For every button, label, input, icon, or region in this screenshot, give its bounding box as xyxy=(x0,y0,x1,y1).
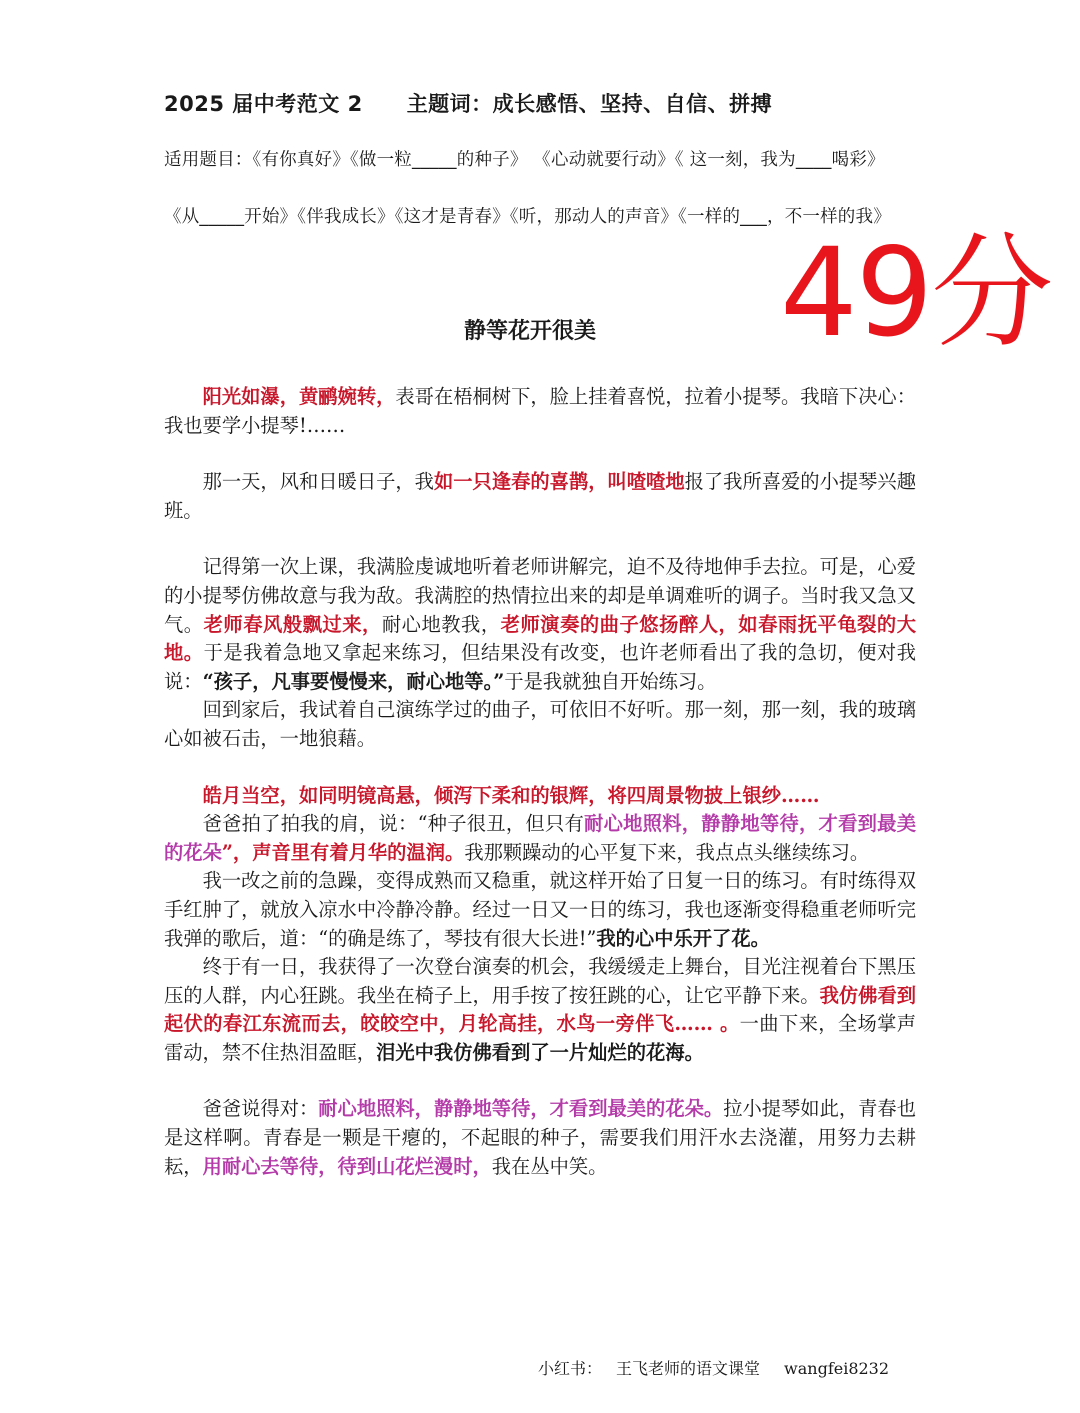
bold-phrase: 泪光中我仿佛看到了一片灿烂的花海。 xyxy=(376,1040,704,1064)
text-run: 爸爸说得对： xyxy=(202,1097,319,1121)
essay-paragraph-6 xyxy=(164,810,916,867)
essay-title: 静等花开很美 xyxy=(464,319,597,344)
essay-paragraph-8 xyxy=(164,953,916,1067)
text-run: 报了我所喜爱的小提琴兴趣班。 xyxy=(164,470,916,522)
heading-keywords: 主题词：成长感悟、坚持、自信、拼搏 xyxy=(406,92,773,116)
highlight-phrase: 我仿佛看到起伏的春江东流而去，皎皎空中，月轮高挂，水鸟一旁伴飞…… 。 xyxy=(164,983,917,1036)
essay-paragraph-5 xyxy=(164,782,916,811)
text-run: 耐心地教我， xyxy=(381,612,501,636)
applicable-topics-line-2: 《从_____开始》《伴我成长》《这才是青春》《听，那动人的声音》《一样的___，不一样的我》 xyxy=(164,207,891,227)
key-quote: 耐心地照料，静静地等待，才看到最美的花朵 xyxy=(164,812,916,864)
text-run: 爸爸拍了拍我的肩，说：“种子很丑，但只有 xyxy=(202,812,585,836)
highlight-phrase: 如一只逢春的喜鹊，叫喳喳地 xyxy=(433,470,685,494)
text-run: 于是我就独自开始练习。 xyxy=(504,669,717,693)
essay-paragraph-1 xyxy=(164,383,916,440)
highlight-phrase: 老师春风般飘过来， xyxy=(203,612,382,636)
text-run: 表哥在梧桐树下，脸上挂着喜悦，拉着小提琴。我暗下决心：我也要学小提琴!…… xyxy=(164,385,916,437)
text-run: 我那颗躁动的心平复下来，我点点头继续练习。 xyxy=(464,840,870,864)
applicable-topics-line-1: 适用题目：《有你真好》《做一粒_____的种子》 《心动就要行动》《 这一刻，我为____喝彩》 xyxy=(164,150,885,170)
text-run: 于是我着急地又拿起来练习，但结果没有改变，也许老师看出了我的急切，便对我说： xyxy=(164,641,916,693)
bold-phrase: “孩子，凡事要慢慢来，耐心地等。” xyxy=(202,669,505,693)
text-run: 回到家后，我试着自己演练学过的曲子，可依旧不好听。那一刻，那一刻，我的玻璃心如被石击，一地狼藉。 xyxy=(164,698,916,750)
footer-account: 王飞老师的语文课堂 xyxy=(616,1359,761,1378)
highlight-phrase: 皓月当空，如同明镜高悬，倾泻下柔和的银辉，将四周景物披上银纱…… xyxy=(202,783,820,807)
essay-body xyxy=(164,383,916,1181)
text-run: 我在丛中笑。 xyxy=(491,1154,608,1178)
text-run: 拉小提琴如此，青春也是这样啊。青春是一颗是干瘪的，不起眼的种子，需要我们用汗水去浇灌，用努力去耕耘， xyxy=(164,1097,916,1178)
footer-platform: 小红书： xyxy=(538,1359,603,1378)
text-run: 记得第一次上课，我满脸虔诚地听着老师讲解完，迫不及待地伸手去拉。可是，心爱的小提琴仿佛故意与我为敌。我满腔的热情拉出来的却是单调难听的调子。当时我又急又气。 xyxy=(164,555,916,636)
key-quote: 耐心地照料，静静地等待，才看到最美的花朵。 xyxy=(318,1097,724,1121)
key-quote: 用耐心去等待，待到山花烂漫时， xyxy=(202,1154,492,1178)
text-run: 那一天，风和日暖日子，我 xyxy=(202,470,434,494)
score-mark: 49分 xyxy=(780,222,1052,364)
text-run: 一曲下来，全场掌声雷动，禁不住热泪盈眶， xyxy=(164,1012,917,1064)
essay-paragraph-2 xyxy=(164,468,916,525)
document-heading xyxy=(164,88,772,118)
heading-label: 2025 届中考范文 2 xyxy=(164,92,363,116)
highlight-phrase: 声音里有着月华的温润。 xyxy=(252,840,465,864)
text-run: ”， xyxy=(221,840,253,864)
essay-paragraph-3 xyxy=(164,553,916,696)
essay-paragraph-9 xyxy=(164,1095,916,1181)
bold-phrase: 我的心中乐开了花。 xyxy=(596,926,770,950)
text-run: 终于有一日，我获得了一次登台演奏的机会，我缓缓走上舞台，目光注视着台下黑压压的人群，内心狂跳。我坐在椅子上，用手按了按狂跳的心，让它平静下来。 xyxy=(164,955,916,1007)
footer-credit xyxy=(538,1356,903,1379)
highlight-phrase: 阳光如瀑，黄鹂婉转， xyxy=(202,385,396,408)
essay-paragraph-4 xyxy=(164,696,916,753)
highlight-phrase: 老师演奏的曲子悠扬醉人，如春雨抚平龟裂的大地。 xyxy=(164,612,917,665)
text-run: 我一改之前的急躁，变得成熟而又稳重，就这样开始了日复一日的练习。有时练得双手红肿了，就放入凉水中冷静冷静。经过一日又一日的练习，我也逐渐变得稳重老师听完我弹的歌后，道：“的确是练了，琴技有很大长进!” xyxy=(164,869,916,950)
footer-id: wangfei8232 xyxy=(784,1359,890,1378)
essay-paragraph-7 xyxy=(164,867,916,953)
